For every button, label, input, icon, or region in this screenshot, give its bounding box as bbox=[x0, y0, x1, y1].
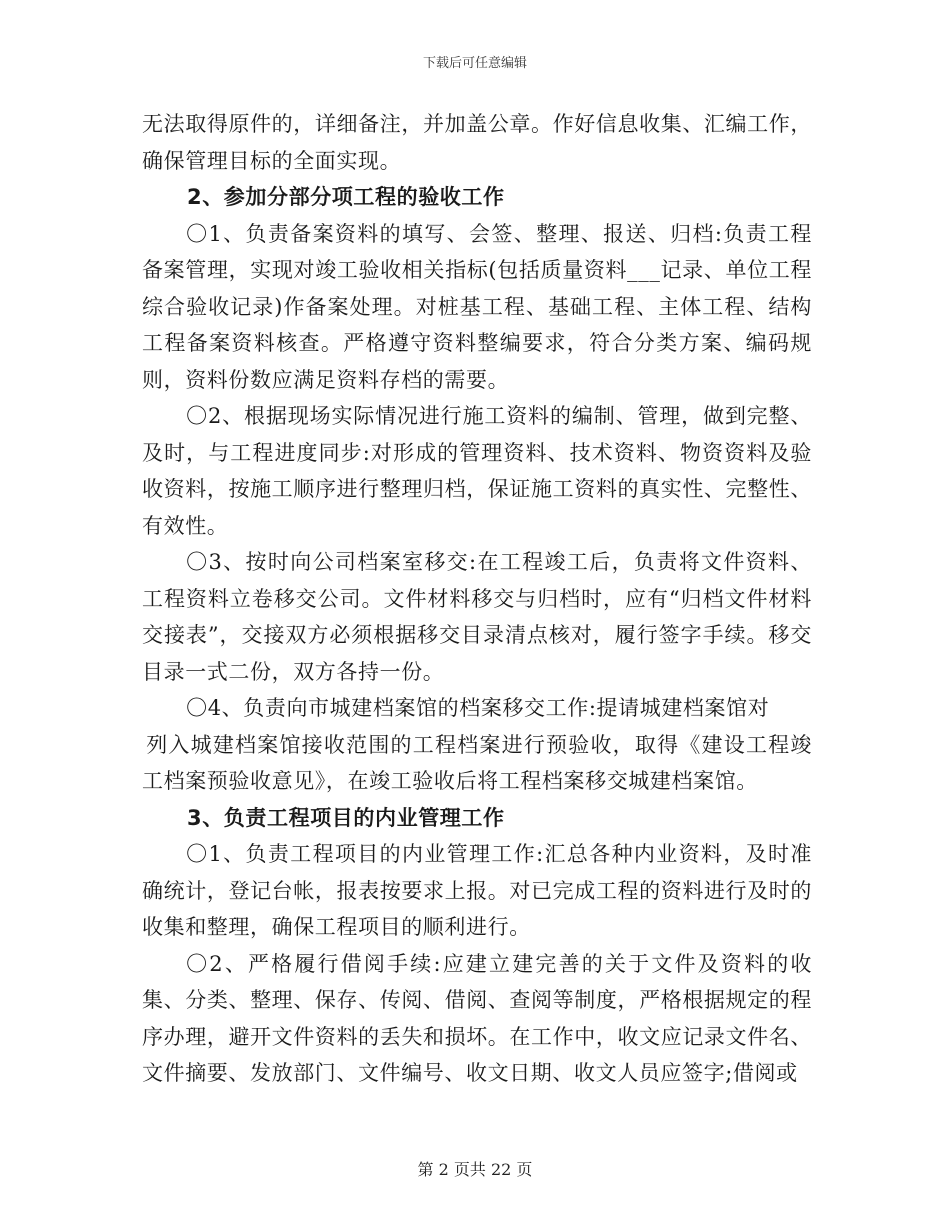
section-heading-3: 3、负责工程项目的内业管理工作 bbox=[187, 805, 505, 830]
section-heading-2: 2、参加分部分项工程的验收工作 bbox=[187, 185, 505, 209]
page-footer: 第 2 页共 22 页 bbox=[417, 1160, 533, 1179]
paragraph-item-3: 〇3、按时向公司档案室移交:在工程竣工后，负责将文件资料、工程资料立卷移交公司。文件材料移交与归档时，应有“归档文件材料交接表”，交接双方必须根据移交目录清点核对，履行签字手续。移交目录一式二份，双方各持一份。 bbox=[142, 550, 812, 684]
paragraph-item-1: 〇1、负责备案资料的填写、会签、整理、报送、归档:负责工程备案管理，实现对竣工验收相关指标(包括质量资料___记录、单位工程综合验收记录)作备案处理。对桩基工程、基础工程、主体工程、结构工程备案资料核查。严格遵守资料整编要求，符合分类方案、编码规则，资料份数应满足资料存档的需要。 bbox=[142, 221, 812, 392]
paragraph-item-3-2: 〇2、严格履行借阅手续:应建立建完善的关于文件及资料的收集、分类、整理、保存、传阅、借阅、查阅等制度，严格根据规定的程序办理，避开文件资料的丢失和损坏。在工作中，收文应记录文件名、文件摘要、发放部门、文件编号、收文日期、收文人员应签字;借阅或 bbox=[142, 951, 812, 1085]
paragraph-item-4-cont: 列入城建档案馆接收范围的工程档案进行预验收，取得《建设工程竣工档案预验收意见》，在竣工验收后将工程档案移交城建档案馆。 bbox=[142, 732, 812, 793]
paragraph-continuation: 无法取得原件的，详细备注，并加盖公章。作好信息收集、汇编工作，确保管理目标的全面实现。 bbox=[142, 112, 812, 173]
paragraph-item-4: 〇4、负责向市城建档案馆的档案移交工作:提请城建档案馆对 bbox=[186, 696, 770, 720]
paragraph-item-2: 〇2、根据现场实际情况进行施工资料的编制、管理，做到完整、及时，与工程进度同步:对形成的管理资料、技术资料、物资资料及验收资料，按施工顺序进行整理归档，保证施工资料的真实性、完整性、有效性。 bbox=[142, 404, 812, 538]
document-body bbox=[142, 106, 812, 1092]
paragraph-item-3-1: 〇1、负责工程项目的内业管理工作:汇总各种内业资料，及时准确统计，登记台帐，报表按要求上报。对已完成工程的资料进行及时的收集和整理，确保工程项目的顺利进行。 bbox=[142, 842, 812, 939]
page-header: 下载后可任意编辑 bbox=[422, 56, 527, 71]
